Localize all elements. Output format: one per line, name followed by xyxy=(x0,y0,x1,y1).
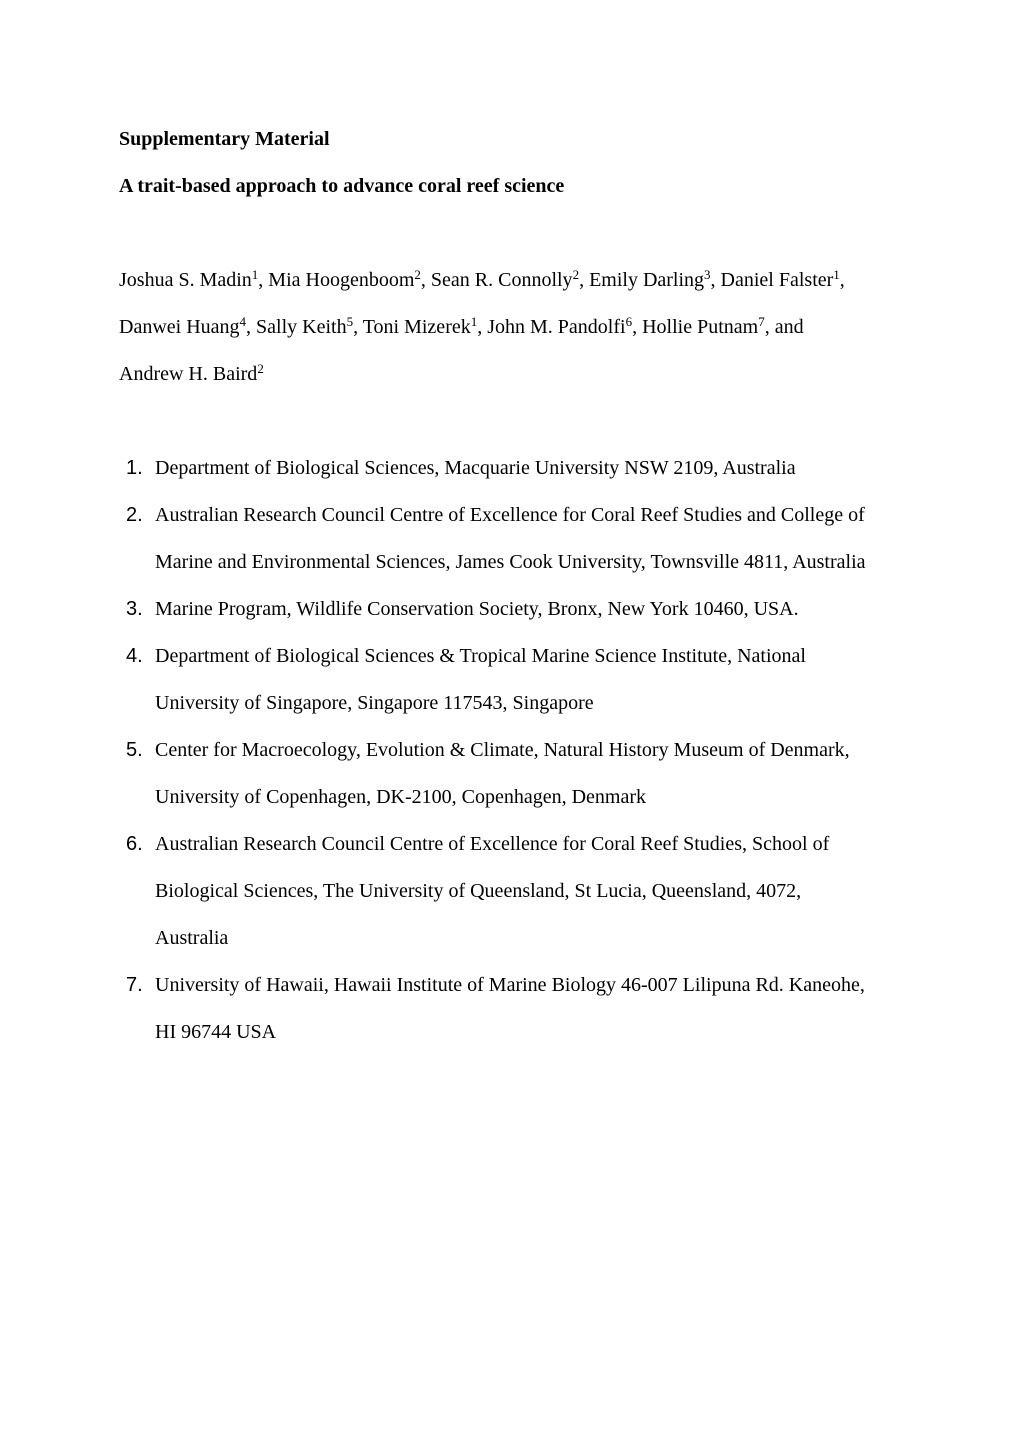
affiliations-list xyxy=(119,445,894,1056)
author-name: , Toni Mizerek xyxy=(353,316,471,338)
affiliation-line: Marine Program, Wildlife Conservation Society, Bronx, New York 10460, USA. xyxy=(155,598,799,620)
affiliation-number: 2. xyxy=(126,504,143,526)
affiliation-item xyxy=(119,727,894,821)
author-affiliation-superscript: 2 xyxy=(257,361,264,376)
affiliation-line: Australia xyxy=(155,927,229,949)
author-affiliation-superscript: 6 xyxy=(625,314,633,329)
paper-title: A trait-based approach to advance coral reef science xyxy=(119,175,565,197)
author-name: Danwei Huang xyxy=(119,316,240,338)
author-name: , John M. Pandolfi xyxy=(477,316,626,338)
author-line-2 xyxy=(119,304,894,351)
affiliation-line: Australian Research Council Centre of Excellence for Coral Reef Studies, School of xyxy=(155,833,830,855)
affiliation-line: Department of Biological Sciences, Macquarie University NSW 2109, Australia xyxy=(155,457,796,479)
author-name: , Hollie Putnam xyxy=(632,316,759,338)
author-name: , Sally Keith xyxy=(246,316,347,338)
affiliation-number: 7. xyxy=(126,974,143,996)
author-line-3 xyxy=(119,351,894,398)
author-affiliation-superscript: 1 xyxy=(833,267,840,282)
author-name: Joshua S. Madin xyxy=(119,269,252,291)
author-affiliation-superscript: 2 xyxy=(414,267,421,282)
affiliation-item xyxy=(119,821,894,962)
affiliation-number: 4. xyxy=(126,645,143,667)
affiliation-number: 5. xyxy=(126,739,143,761)
affiliation-line: Australian Research Council Centre of Excellence for Coral Reef Studies and College of xyxy=(155,504,865,526)
author-name: , Daniel Falster xyxy=(710,269,834,291)
author-affiliation-superscript: 2 xyxy=(572,267,580,282)
author-separator: , xyxy=(839,269,845,291)
affiliation-number: 6. xyxy=(126,833,143,855)
author-name: Andrew H. Baird xyxy=(119,363,258,385)
author-affiliation-superscript: 1 xyxy=(251,267,259,282)
affiliation-line: Department of Biological Sciences & Tropical Marine Science Institute, National xyxy=(155,645,806,667)
author-name: , Mia Hoogenboom xyxy=(258,269,415,291)
affiliation-number: 1. xyxy=(126,457,143,479)
author-affiliation-superscript: 4 xyxy=(239,314,247,329)
affiliation-item xyxy=(119,962,894,1056)
affiliation-item xyxy=(119,492,894,586)
affiliation-line: University of Singapore, Singapore 117543, Singapore xyxy=(155,692,594,714)
author-affiliation-superscript: 3 xyxy=(704,267,711,282)
affiliation-line: Center for Macroecology, Evolution & Climate, Natural History Museum of Denmark, xyxy=(155,739,850,761)
blank-line xyxy=(119,398,894,445)
affiliation-number: 3. xyxy=(126,598,143,620)
author-name: , Emily Darling xyxy=(579,269,705,291)
affiliation-line: Biological Sciences, The University of Queensland, St Lucia, Queensland, 4072, xyxy=(155,880,802,902)
author-separator: , and xyxy=(764,316,804,338)
affiliation-item xyxy=(119,586,894,633)
blank-line xyxy=(119,210,894,257)
author-name: , Sean R. Connolly xyxy=(420,269,573,291)
affiliation-item xyxy=(119,633,894,727)
author-affiliation-superscript: 7 xyxy=(758,314,765,329)
author-affiliation-superscript: 1 xyxy=(470,314,478,329)
author-affiliation-superscript: 5 xyxy=(346,314,354,329)
affiliation-line: HI 96744 USA xyxy=(155,1021,277,1043)
section-label: Supplementary Material xyxy=(119,128,330,150)
author-line-1 xyxy=(119,257,894,304)
affiliation-line: University of Copenhagen, DK-2100, Copenhagen, Denmark xyxy=(155,786,646,808)
affiliation-line: University of Hawaii, Hawaii Institute of Marine Biology 46-007 Lilipuna Rd. Kaneohe, xyxy=(155,974,865,996)
affiliation-line: Marine and Environmental Sciences, James Cook University, Townsville 4811, Australia xyxy=(155,551,866,573)
affiliation-item xyxy=(119,445,894,492)
